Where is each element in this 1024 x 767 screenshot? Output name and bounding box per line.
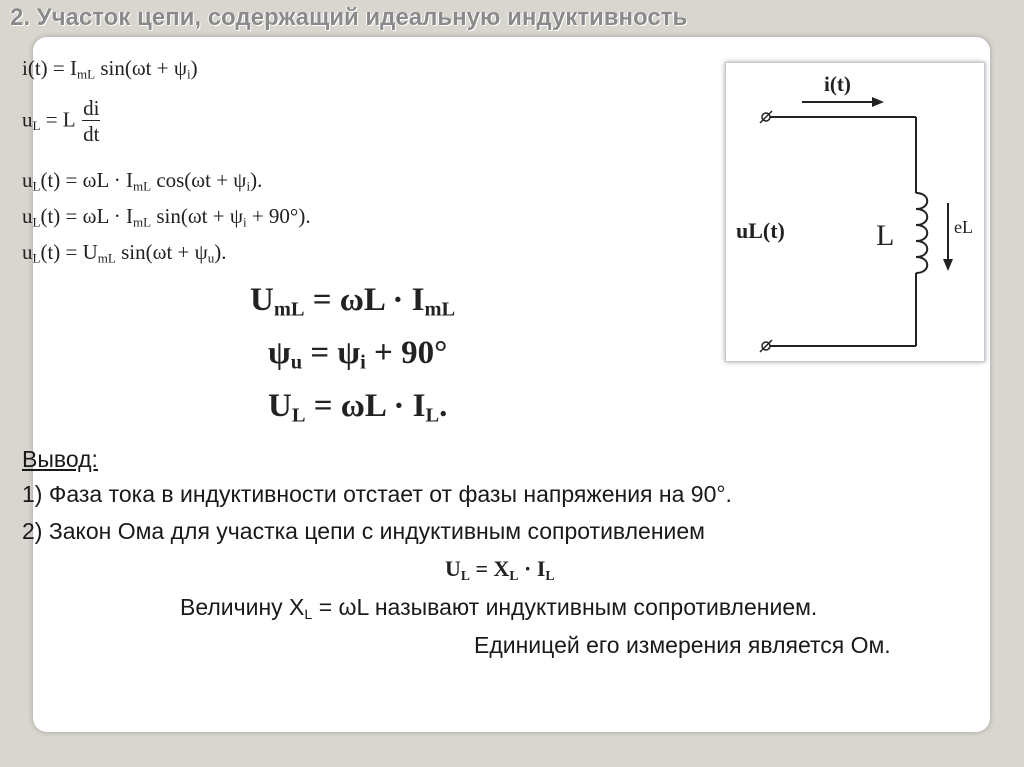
circuit-diagram xyxy=(725,62,985,362)
derivative-fraction: $\frac{di}{dt}$ xyxy=(83,96,100,146)
emf-label: eL xyxy=(954,217,973,237)
voltage-derivative-formula: $u_L = L$ $\frac{di}{dt}$ xyxy=(22,96,100,146)
phase-relation: $\psi_u = \psi_i + 90^\circ$ xyxy=(268,335,448,374)
top-terminal-icon xyxy=(760,111,772,123)
voltage-label: uL(t) xyxy=(736,218,785,243)
emf-arrow-icon xyxy=(943,203,953,271)
current-arrow-icon xyxy=(802,97,884,107)
voltage-cos-formula: $u_L(t) = \omega L \cdot I_{mL}$ $\cos(\omega t + \psi_i)$. xyxy=(22,168,263,194)
conclusion-line-2: 2) Закон Ома для участка цепи с индуктивным сопротивлением xyxy=(22,518,705,544)
conclusion-heading: Вывод: xyxy=(22,446,98,472)
effective-value-relation: $U_L = \omega L \cdot I_L$. xyxy=(268,388,448,427)
slide-title: 2. Участок цепи, содержащий идеальную индуктивность xyxy=(10,4,688,31)
amplitude-relation: $U_{mL} = \omega L \cdot I_{mL}$ xyxy=(250,282,456,321)
inductor-coil xyxy=(916,193,927,273)
conclusion-line-1: 1) Фаза тока в индуктивности отстает от фазы напряжения на 90°. xyxy=(22,481,732,507)
voltage-sin-shift-formula: $u_L(t) = \omega L \cdot I_{mL}$ $\sin(\omega t + \psi_i + 90^\circ)$. xyxy=(22,204,311,230)
conclusion-line-4: Единицей его измерения является Ом. xyxy=(474,632,891,658)
current-formula: $i(t) = I_{mL}$ $\sin(\omega t + \psi_i)$ xyxy=(22,56,198,82)
voltage-sin-formula: $u_L(t) = U_{mL}$ $\sin(\omega t + \psi_u)$. xyxy=(22,240,227,266)
inductor-label: L xyxy=(876,219,895,252)
bottom-terminal-icon xyxy=(760,340,772,352)
conclusion-line-3: Величину $X_L = \omega L$ называют индуктивным сопротивлением. xyxy=(180,594,818,623)
current-label: i(t) xyxy=(824,72,851,96)
ohm-law-formula: $U_L = X_L \cdot I_L$ xyxy=(445,556,555,583)
